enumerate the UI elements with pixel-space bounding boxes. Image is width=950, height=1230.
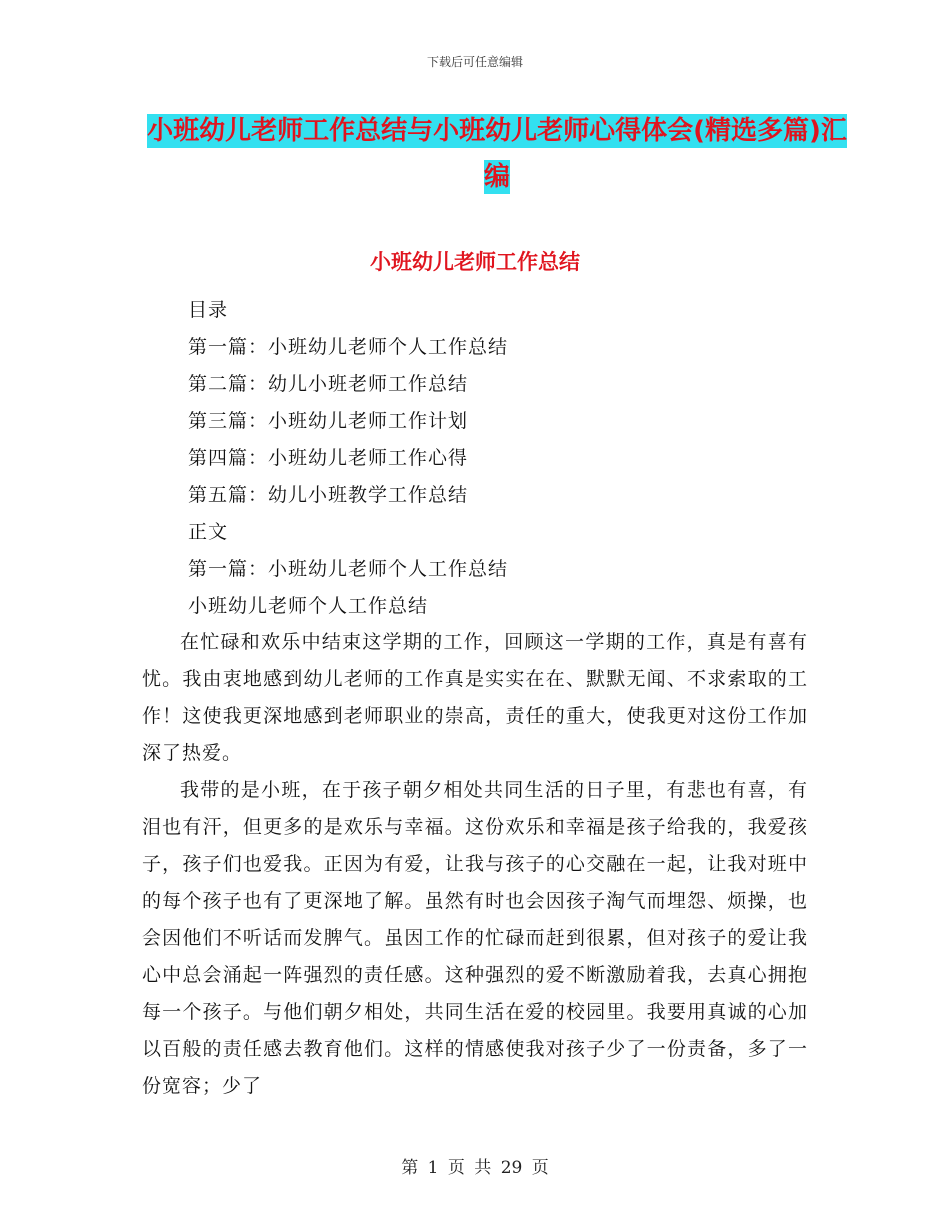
chapter-subtitle: 小班幼儿老师个人工作总结: [188, 595, 429, 617]
paragraph: 我带的是小班，在于孩子朝夕相处共同生活的日子里，有悲也有喜，有泪也有汗，但更多的是欢乐与幸福。这份欢乐和幸福是孩子给我的，我爱孩子，孩子们也爱我。正因为有爱，让我与孩子的心交融在一起，让我对班中的每个孩子也有了更深地了解。虽然有时也会因孩子淘气而埋怨、烦操，也会因他们不听话而发脾气。虽因工作的忙碌而赶到很累，但对孩子的爱让我心中总会涌起一阵强烈的责任感。这种强烈的爱不断激励着我，去真心拥抱每一个孩子。与他们朝夕相处，共同生活在爱的校园里。我要用真诚的心加以百般的责任感去教育他们。这样的情感使我对孩子少了一份责备，多了一份宽容；少了: [142, 779, 808, 1097]
chapter-heading: 第一篇：小班幼儿老师个人工作总结: [188, 558, 509, 580]
paragraph: 在忙碌和欢乐中结束这学期的工作，回顾这一学期的工作，真是有喜有忧。我由衷地感到幼儿老师的工作真是实实在在、默默无闻、不求索取的工作！这使我更深地感到老师职业的崇高，责任的重大，使我更对这份工作加深了热爱。: [142, 631, 808, 764]
page-footer: 第 1 页 共 29 页: [401, 1158, 549, 1178]
table-of-contents: [188, 292, 838, 625]
toc-item: 第五篇：幼儿小班教学工作总结: [188, 484, 469, 506]
toc-label: 目录: [188, 299, 229, 321]
toc-item: 第四篇：小班幼儿老师工作心得: [188, 447, 469, 469]
header-note: 下载后可任意编辑: [426, 55, 523, 69]
toc-item: 第二篇：幼儿小班老师工作总结: [188, 373, 469, 395]
document-title-text: 小班幼儿老师工作总结与小班幼儿老师心得体会(精选多篇)汇编: [147, 116, 847, 192]
document-title: [140, 108, 854, 200]
toc-item: 第一篇：小班幼儿老师个人工作总结: [188, 336, 509, 358]
body-label: 正文: [188, 521, 229, 543]
section-title: 小班幼儿老师工作总结: [370, 250, 580, 274]
toc-item: 第三篇：小班幼儿老师工作计划: [188, 410, 469, 432]
body-text: [142, 624, 808, 1105]
